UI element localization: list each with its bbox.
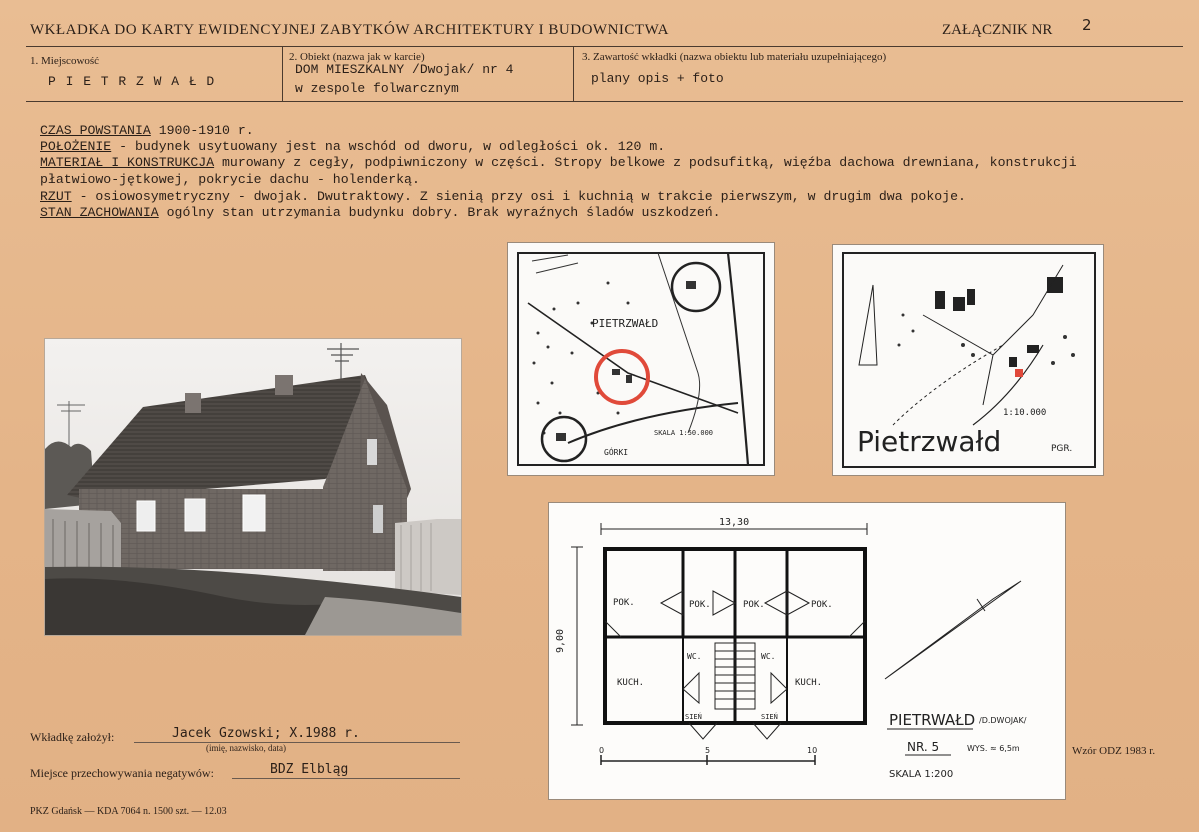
storage-value: BDZ Elbląg: [270, 762, 349, 777]
annex-number: 2: [1082, 16, 1092, 34]
kitchen-label-1: KUCH.: [617, 678, 645, 688]
hall-label-1: SIEŃ: [685, 713, 702, 721]
map-place-name: PIETRZWAŁD: [592, 317, 659, 330]
scale-tick-10: 10: [807, 746, 818, 755]
scale-tick-0: 0: [599, 746, 605, 755]
founder-line: [134, 742, 460, 743]
location-desc: - budynek usytuowany jest na wschód od dworu, w odległości ok. 120 m.: [111, 139, 666, 154]
era-line: [40, 123, 254, 138]
content-label: 3. Zawartość wkładki (nazwa obiektu lub materiału uzupełniającego): [582, 51, 887, 63]
material-key: MATERIAŁ I KONSTRUKCJA: [40, 155, 215, 170]
site-map-10000: [832, 244, 1104, 476]
object-label: 2. Obiekt (nazwa jak w karcie): [289, 51, 425, 63]
material-line-2: [40, 172, 420, 187]
founder-value: Jacek Gzowski; X.1988 r.: [172, 726, 360, 741]
material-desc-2: płatwiowo-jętkowej, pokrycie dachu - holenderką.: [40, 172, 420, 187]
map-place-name-2: GÓRKI: [604, 448, 629, 457]
room-label-2: POK.: [689, 600, 711, 610]
map-10000-drawing: [833, 245, 1103, 475]
floor-plan-drawing: [549, 503, 1065, 799]
site-map-suffix: PGR.: [1051, 444, 1073, 454]
site-map-scale: 1:10.000: [1003, 408, 1047, 418]
plan-desc: - osiowosymetryczny - dwojak. Dwutraktowy. Z sienią przy osi i kuchnią w trakcie pierwszym, w drugim dwa pokoje.: [71, 189, 966, 204]
plan-line: [40, 189, 966, 204]
plan-height-dim: 9,00: [555, 628, 566, 653]
storage-line: [232, 778, 460, 779]
location-label: 1. Miejscowość: [30, 55, 100, 67]
room-label-4: POK.: [811, 600, 833, 610]
location-value: P I E T R Z W A Ł D: [48, 74, 216, 89]
state-line: [40, 205, 721, 220]
plan-nr: NR. 5: [907, 740, 940, 754]
field-divider-2: [573, 46, 574, 102]
map-50000-drawing: [508, 243, 774, 475]
material-line: [40, 155, 1077, 170]
plan-key: RZUT: [40, 189, 72, 204]
fields-bottom-rule: [26, 101, 1183, 102]
kitchen-label-2: KUCH.: [795, 678, 823, 688]
hall-label-2: SIEŃ: [761, 713, 778, 721]
scale-tick-5: 5: [705, 746, 711, 755]
era-key: CZAS POWSTANIA: [40, 123, 151, 138]
building-photo: [44, 338, 462, 636]
state-key: STAN ZACHOWANIA: [40, 205, 159, 220]
object-value-line1: DOM MIESZKALNY /Dwojak/ nr 4: [295, 62, 514, 77]
photo-drawing: [45, 339, 461, 635]
era-value: 1900-1910 r.: [150, 123, 254, 138]
plan-subtitle: /D.DWOJAK/: [979, 716, 1027, 725]
form-pattern: Wzór ODZ 1983 r.: [1072, 745, 1156, 757]
annex-label: ZAŁĄCZNIK NR: [942, 22, 1053, 38]
plan-width-dim: 13,30: [719, 517, 750, 528]
material-desc: murowany z cegły, podpiwniczony w części. Stropy belkowe z podsufitką, więźba dachowa drewniana, konstrukcji: [214, 155, 1077, 170]
plan-height-note: WYS. ≈ 6,5m: [967, 744, 1020, 753]
field-divider-1: [282, 46, 283, 102]
state-desc: ogólny stan utrzymania budynku dobry. Brak wyraźnych śladów uszkodzeń.: [158, 205, 721, 220]
location-map-50000: [507, 242, 775, 476]
floor-plan: [548, 502, 1066, 800]
location-key: POŁOŻENIE: [40, 139, 112, 154]
room-label-1: POK.: [613, 598, 635, 608]
wc-label-2: WC.: [761, 652, 776, 661]
founder-label: Wkładkę założył:: [30, 730, 115, 744]
print-info: PKZ Gdańsk — KDA 7064 n. 1500 szt. — 12.03: [30, 806, 227, 817]
object-value-line2: w zespole folwarcznym: [295, 81, 459, 96]
content-value: plany opis + foto: [591, 71, 724, 86]
wc-label-1: WC.: [687, 652, 702, 661]
site-map-place: Pietrzwałd: [857, 425, 1002, 458]
storage-label: Miejsce przechowywania negatywów:: [30, 766, 214, 780]
card-title: WKŁADKA DO KARTY EWIDENCYJNEJ ZABYTKÓW ARCHITEKTURY I BUDOWNICTWA: [30, 22, 669, 38]
room-label-3: POK.: [743, 600, 765, 610]
header-rule: [26, 46, 1183, 47]
founder-hint: (imię, nazwisko, data): [206, 743, 286, 753]
location-line: [40, 139, 665, 154]
plan-place: PIETRWAŁD: [889, 711, 976, 729]
map-scale-label: SKALA 1:50.000: [654, 429, 714, 437]
plan-scale: SKALA 1:200: [889, 769, 954, 780]
